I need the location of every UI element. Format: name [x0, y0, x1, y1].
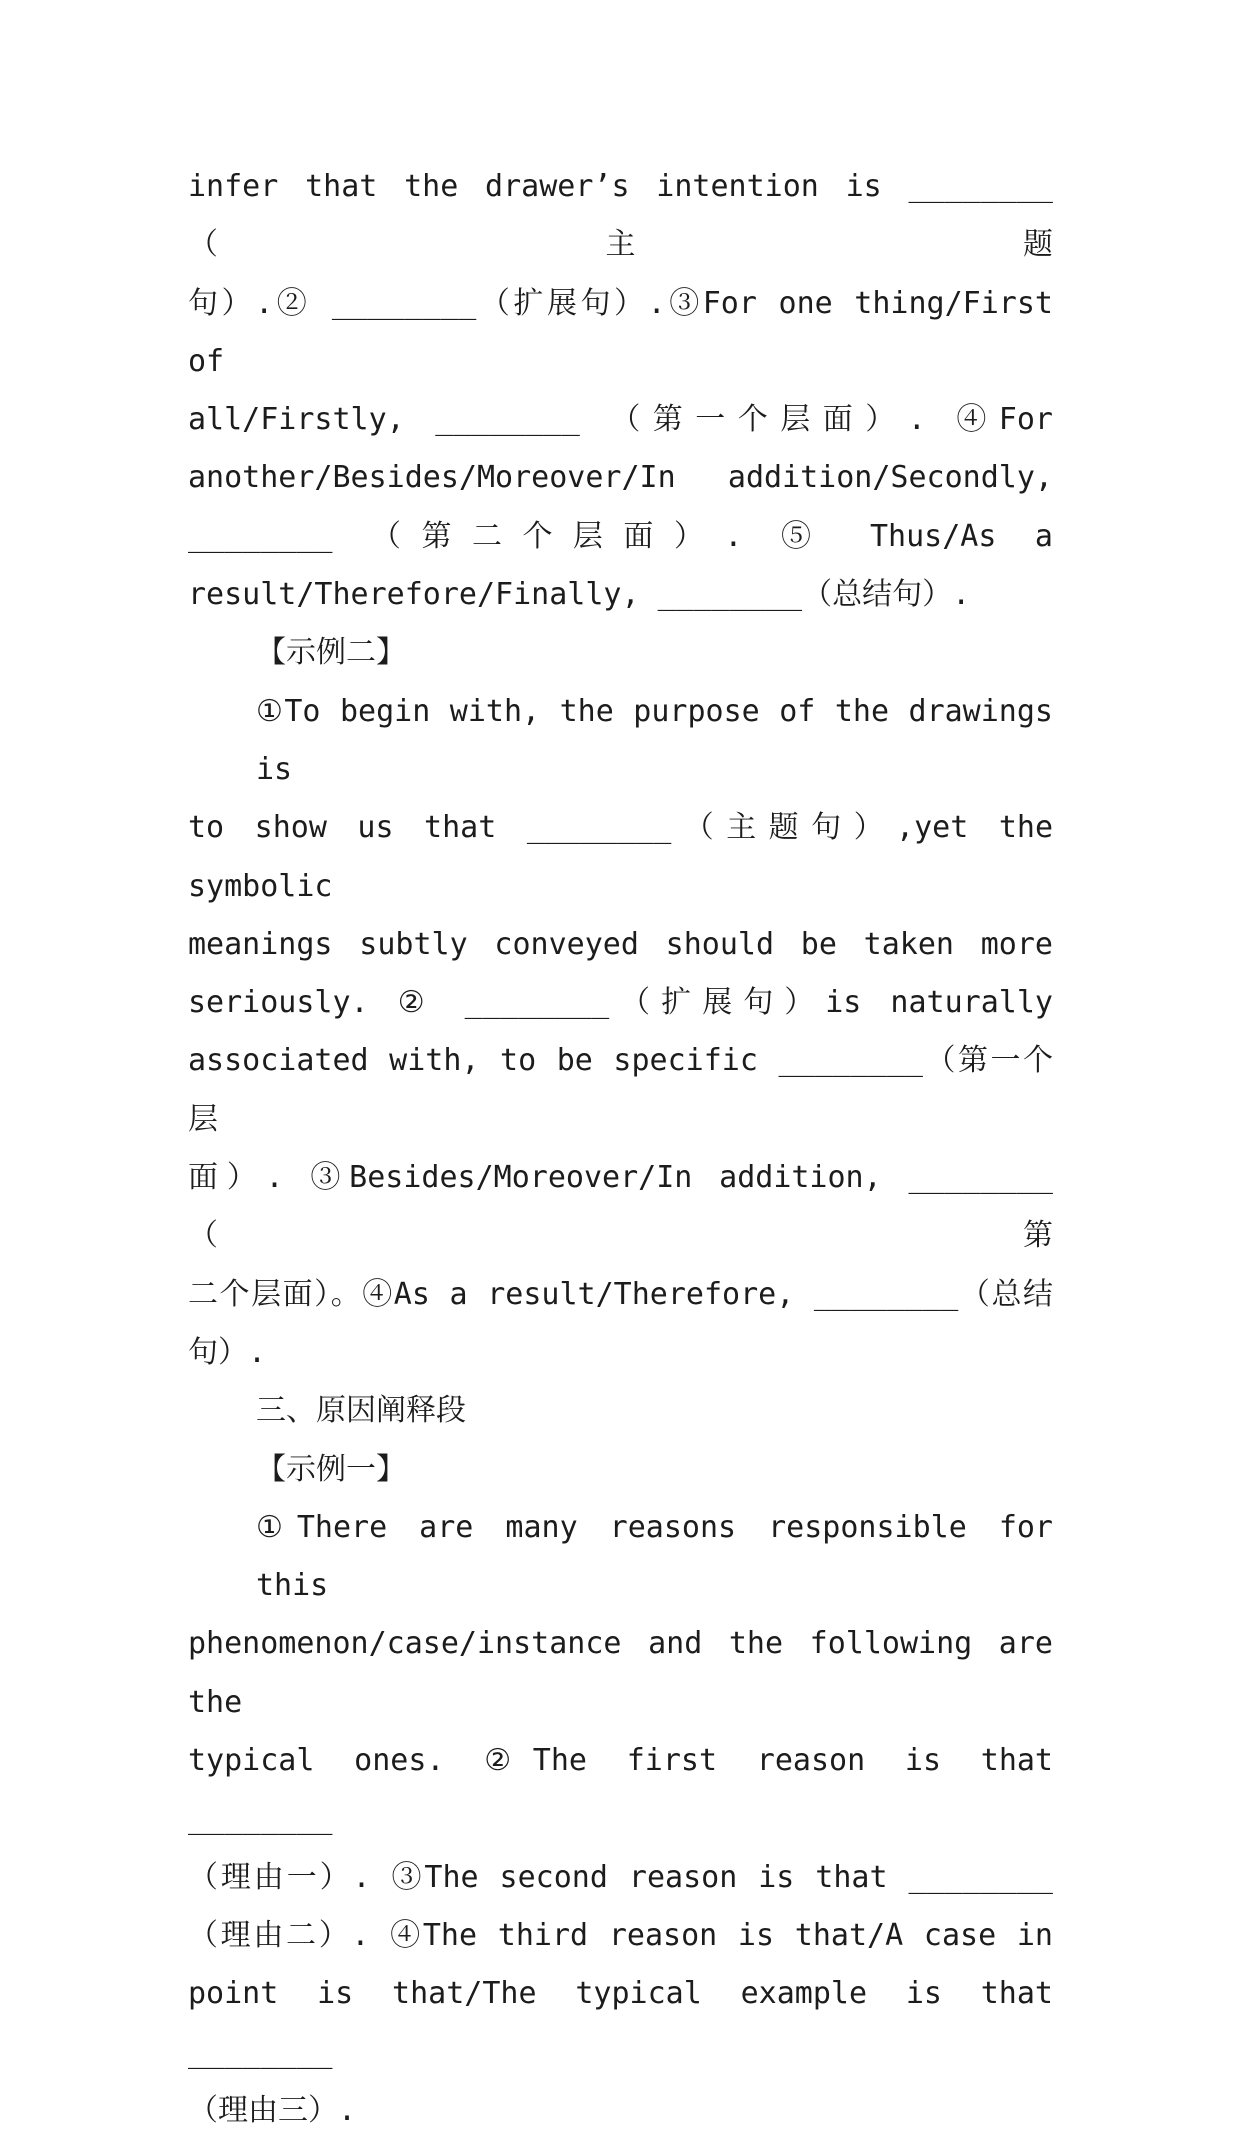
- section-three-heading: 三、原因阐释段: [256, 1393, 466, 1429]
- text-line: 二个层面）。④As a result/Therefore, ________（总结: [188, 1276, 1053, 1312]
- text-line: ①To begin with, the purpose of the drawings is: [256, 693, 1053, 787]
- text-line: another/Besides/Moreover/In addition/Secondly,: [188, 460, 1053, 496]
- text-line: ________ （第二个层面）. ⑤ Thus/As a: [188, 518, 1053, 554]
- text-line: （理由二）. ④The third reason is that/A case in: [188, 1917, 1053, 1953]
- paragraph-continuation: [188, 158, 1053, 624]
- paragraph-example-one: [188, 1499, 1053, 2140]
- text-line: 句）.② ________（扩展句）.③For one thing/First of: [188, 285, 1053, 379]
- text-line: point is that/The typical example is that ________: [188, 1976, 1053, 2070]
- text-line: all/Firstly, ________ （第一个层面）. ④For: [188, 402, 1053, 438]
- text-line: seriously. ② ________（扩展句）is naturally: [188, 985, 1053, 1021]
- example-one-heading: 【示例一】: [256, 1451, 406, 1487]
- document-body: [188, 158, 1053, 2140]
- text-line: phenomenon/case/instance and the following are the: [188, 1626, 1053, 1720]
- text-line: 句）.: [188, 1334, 267, 1370]
- text-line: result/Therefore/Finally, ________（总结句）.: [188, 577, 971, 613]
- text-line: 面）. ③Besides/Moreover/In addition, ________（第: [188, 1160, 1053, 1254]
- text-line: typical ones. ②The first reason is that ________: [188, 1743, 1053, 1837]
- text-line: infer that the drawer’s intention is ________（主题: [188, 169, 1053, 263]
- text-line: associated with, to be specific ________（第一个层: [188, 1043, 1053, 1137]
- example-two-heading: 【示例二】: [256, 635, 406, 671]
- text-line: meanings subtly conveyed should be taken more: [188, 926, 1053, 962]
- text-line: （理由三）.: [188, 2092, 357, 2128]
- paragraph-example-two: [188, 683, 1053, 1383]
- text-line: to show us that ________（主题句）,yet the symbolic: [188, 810, 1053, 904]
- text-line: （理由一）. ③The second reason is that ________: [188, 1859, 1053, 1895]
- text-line: ①There are many reasons responsible for this: [256, 1509, 1053, 1604]
